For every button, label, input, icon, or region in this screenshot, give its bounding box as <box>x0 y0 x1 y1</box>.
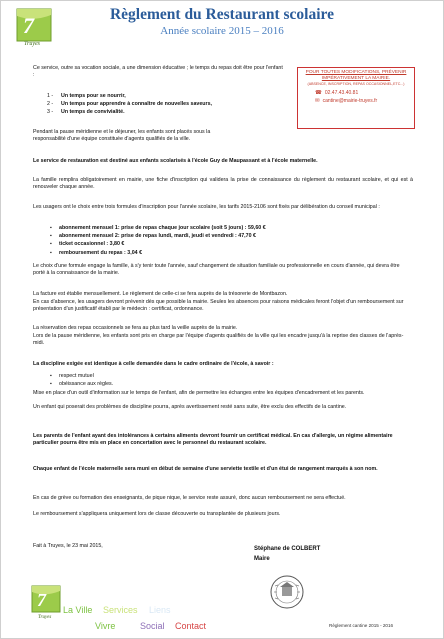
section-choix: Le choix d'une formule engage la famille, à s'y tenir toute l'année, sauf changement de situation familiale ou professionnelle en cours d'année, qui devra être porté à la connaissance de la mairie. <box>33 263 400 276</box>
contact-info-box <box>297 67 415 129</box>
svg-text:7: 7 <box>37 590 46 610</box>
svg-text:7: 7 <box>23 13 34 38</box>
footer-link-vivre[interactable]: Vivre <box>95 621 116 631</box>
section-restauration: Le service de restauration est destiné aux enfants scolarisés à l'école Guy de Maupassant et à l'école maternelle. <box>33 158 318 164</box>
logo-text: Truyes <box>24 41 41 47</box>
section-serviette: Chaque enfant de l'école maternelle sera muni en début de semaine d'une serviette textile et d'un étui de rangement marqués à son nom. <box>33 466 378 472</box>
email-address: cantine@mairie-truyes.fr <box>322 98 378 104</box>
phone-row <box>315 89 411 97</box>
footer-logo <box>29 583 63 621</box>
phone-icon: ☎ <box>315 90 322 96</box>
section-greve: En cas de grève ou formation des enseignants, de pique nique, le service reste assuré, donc aucun remboursement ne sera effectué. <box>33 495 346 501</box>
footer-link-liens[interactable]: Liens <box>149 605 171 615</box>
info-line-1: POUR TOUTES MODIFICATIONS, PRÉVENIR <box>305 70 407 75</box>
section-allergies: Les parents de l'enfant ayant des intolérances à certains aliments devront fournir un certificat médical. En cas d'allergie, un régime alimentaire particulier pourra être mis en place en concertation avec le personnel du restaurant scolaire. <box>33 433 393 446</box>
closing-date: Fait à Truyes, le 23 mai 2015, <box>33 543 103 549</box>
mairie-seal-icon <box>269 574 305 610</box>
list-item: 3 - Un temps de convivialité. <box>47 109 125 115</box>
signatory-name: Stéphane de COLBERT <box>254 546 321 552</box>
intro-paragraph-2b: responsabilité d'une équipe constituée d'agents qualifiés de la ville. <box>33 136 191 142</box>
tarif-item: ▪ abonnement mensuel 2: prise de repas lundi, mardi, jeudi et vendredi : 47,70 € <box>59 233 256 240</box>
list-item: 2 - Un temps pour apprendre à connaître de nouvelles saveurs, <box>47 101 213 107</box>
list-item: 1 - Un temps pour se nourrir, <box>47 93 126 99</box>
signatory-role: Maire <box>254 556 270 562</box>
intro-paragraph-2a: Pendant la pause méridienne et le déjeuner, les enfants sont placés sous la <box>33 129 211 135</box>
section-remboursement: Le remboursement s'appliquera uniquement lors de classe découverte ou transplantée de plusieurs jours. <box>33 511 281 517</box>
envelope-icon: ✉ <box>315 98 320 104</box>
section-tarifs-intro: Les usagers ont le choix entre trois formules d'inscription pour l'année scolaire, les tarifs 2015-2106 sont fixés par délibération du conseil municipal : <box>33 204 380 210</box>
discipline-item: ▪ obéissance aux règles. <box>59 381 113 388</box>
info-line-2: IMPÉRATIVEMENT LA MAIRIE. <box>321 76 391 81</box>
section-discipline-title: La discipline exigée est identique à celle demandée dans le cadre ordinaire de l'école, à savoir : <box>33 361 274 367</box>
page-footer-label: Règlement cantine 2015 - 2016 <box>329 623 394 628</box>
footer-link-contact[interactable]: Contact <box>175 621 207 631</box>
section-pause: Lors de la pause méridienne, les enfants sont pris en charge par l'équipe d'agents qualifiés de la ville qui les encadre jusqu'à la reprise des classes de l'après-midi. <box>33 333 404 346</box>
tarif-item: ▪ ticket occasionnel : 3,80 € <box>59 241 124 248</box>
intro-paragraph: Ce service, outre sa vocation sociale, a une dimension éducative ; le temps du repas doit être pour l'enfant : <box>33 65 283 78</box>
section-facture: La facture est établie mensuellement. Le règlement de celle-ci se fera auprès de la trésorerie de Montbazon. <box>33 291 288 297</box>
section-reservation: La réservation des repas occasionnels se fera au plus tard la veille auprès de la mairie. <box>33 325 238 331</box>
email-row <box>315 97 411 105</box>
svg-text:Truyes: Truyes <box>38 615 52 620</box>
footer-link-social[interactable]: Social <box>140 621 165 631</box>
page-subtitle: Année scolaire 2015 – 2016 <box>160 25 284 37</box>
page-title: Règlement du Restaurant scolaire <box>109 6 334 23</box>
footer-link-services[interactable]: Services <box>103 605 138 615</box>
section-absences: En cas d'absence, les usagers devront prévenir dès que possible la mairie. Seules les absences pour raisons médicales feront l'objet d'un remboursement sur présentation d'un justificatif établi par le médecin : certificat, ordonnance. <box>33 299 404 312</box>
section-inscription: La famille remplira obligatoirement en mairie, une fiche d'inscription qui validera la prise de connaissance du règlement du restaurant scolaire, et qui est à renouveler chaque année. <box>33 177 413 190</box>
info-line-3: (ABSENCE, INSCRIPTION, REPAS OCCASIONNEL,ETC...) <box>307 82 405 86</box>
section-exclusion: Un enfant qui poserait des problèmes de discipline pourra, après avertissement resté sans suite, être exclu des effectifs de la cantine. <box>33 404 347 410</box>
phone-number: 02.47.43.40.81 <box>324 90 359 96</box>
discipline-item: ▪ respect mutuel <box>59 373 94 380</box>
footer-link-la-ville[interactable]: La Ville <box>63 605 93 615</box>
tarif-item: ▪ abonnement mensuel 1: prise de repas chaque jour scolaire (soit 5 jours) : 59,60 € <box>59 225 266 232</box>
section-outil: Mise en place d'un outil d'information sur le temps de l'enfant, afin de permettre les échanges entre les équipes d'encadrement et les parents. <box>33 390 365 396</box>
tarif-item: ▪ remboursement du repas : 3,04 € <box>59 250 142 257</box>
